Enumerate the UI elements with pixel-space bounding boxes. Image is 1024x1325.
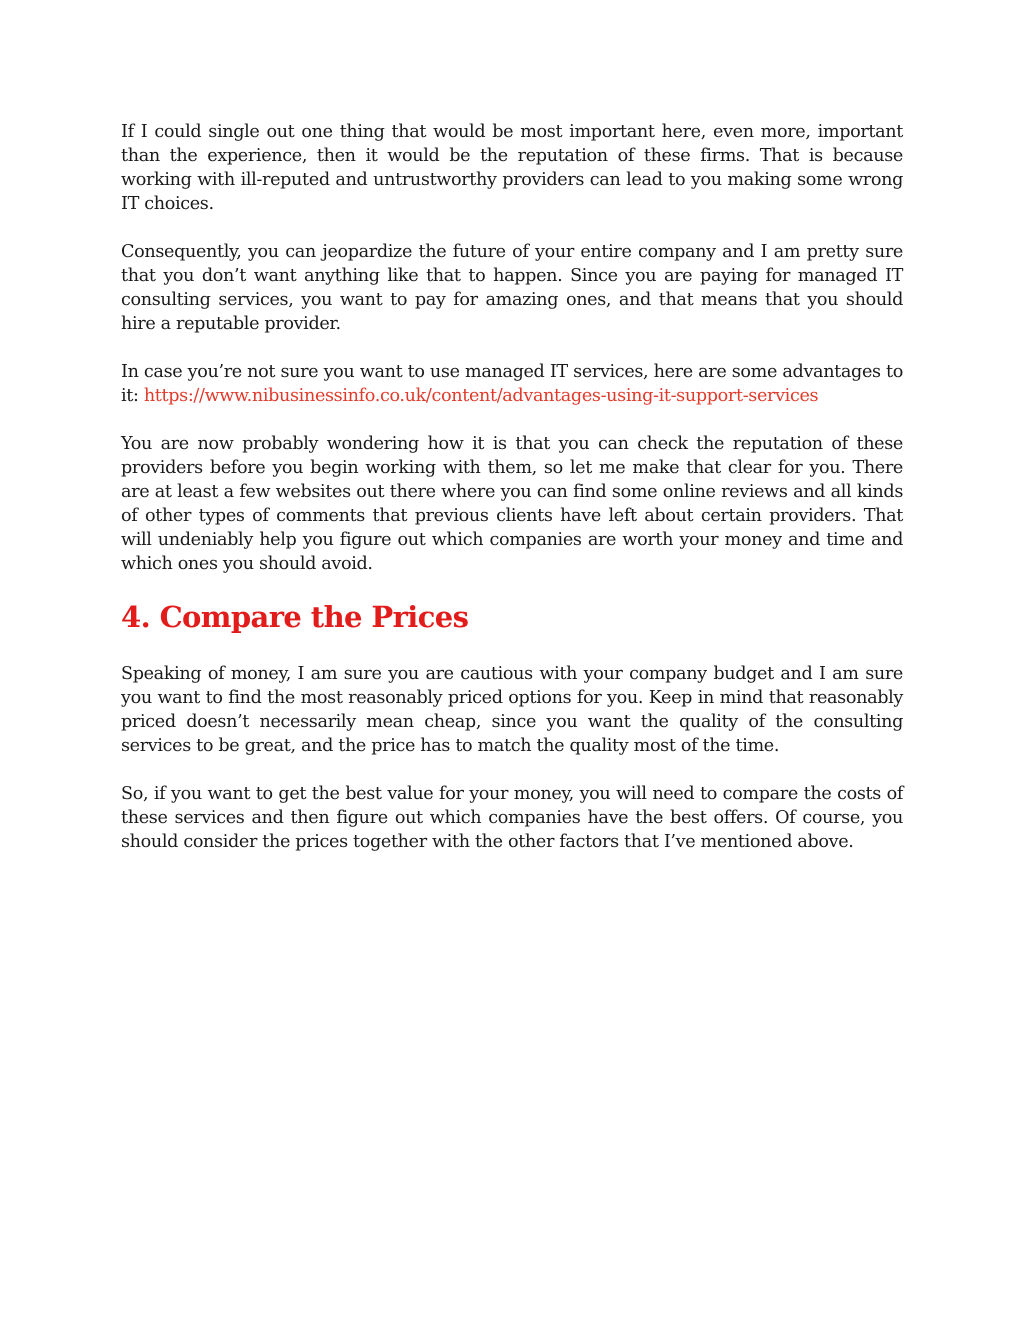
- paragraph-advantages: [121, 360, 903, 408]
- advantages-text: In case you’re not sure you want to use managed IT services, here are some advantages to it:: [121, 362, 903, 406]
- advantages-link[interactable]: https://www.nibusinessinfo.co.uk/content/advantages-using-it-support-services: [143, 386, 819, 406]
- paragraph-check-reputation: You are now probably wondering how it is that you can check the reputation of these providers before you begin working with them, so let me make that clear for you. There are at least a few websites out there where you can find some online reviews and all kinds of other types of comments that previous clients have left about certain providers. That will undeniably help you figure out which companies are worth your money and time and which ones you should avoid.: [121, 434, 903, 574]
- section-heading: 4. Compare the Prices: [121, 600, 469, 634]
- paragraph-money: Speaking of money, I am sure you are cautious with your company budget and I am sure you want to find the most reasonably priced options for you. Keep in mind that reasonably priced doesn’t necessarily mean cheap, since you want the quality of the consulting services to be great, and the price has to match the quality most of the time.: [121, 664, 903, 756]
- paragraph-reputation: If I could single out one thing that would be most important here, even more, important than the experience, then it would be the reputation of these firms. That is because working with ill-reputed and untrustworthy providers can lead to you making some wrong IT choices.: [121, 122, 903, 214]
- document-page: [121, 120, 903, 878]
- paragraph-consequently: Consequently, you can jeopardize the future of your entire company and I am pretty sure that you don’t want anything like that to happen. Since you are paying for managed IT consulting services, you want to pay for amazing ones, and that means that you should hire a reputable provider.: [121, 242, 903, 334]
- paragraph-best-value: So, if you want to get the best value for your money, you will need to compare the costs of these services and then figure out which companies have the best offers. Of course, you should consider the prices together with the other factors that I’ve mentioned above.: [121, 784, 903, 852]
